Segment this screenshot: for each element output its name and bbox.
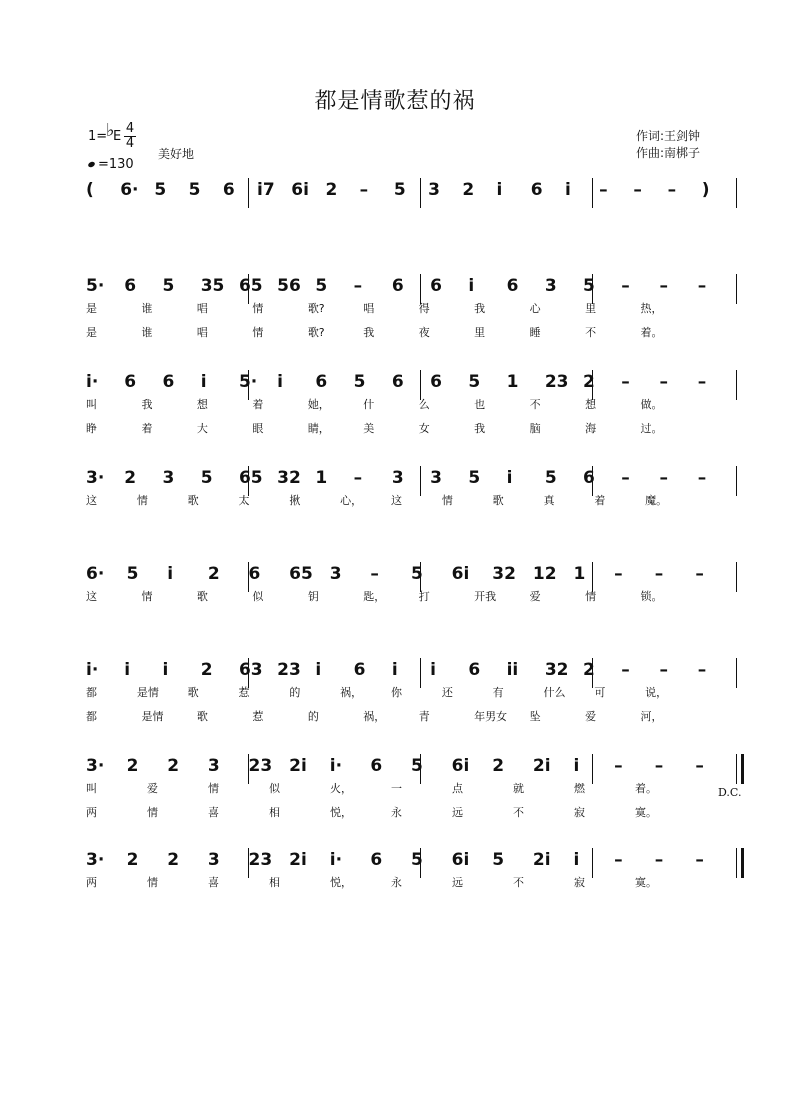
note-token: 3: [430, 468, 442, 488]
lyric-syllable: 永: [391, 806, 402, 819]
note-token: 32: [492, 564, 516, 584]
note-token: 5: [492, 850, 505, 870]
lyric-syllable: 一: [391, 782, 402, 795]
note-token: 3: [428, 180, 440, 200]
lyric-syllable: 睁: [86, 422, 97, 435]
score-row: [0, 372, 790, 452]
lyric-syllable: 情: [252, 326, 264, 339]
note-token: 6i: [291, 180, 309, 200]
lyric-syllable: 都: [86, 686, 97, 699]
note-token: 3: [544, 276, 557, 296]
lyric-syllable: 里: [474, 326, 486, 339]
lyric-syllable: 锁。: [640, 590, 663, 603]
note-token: i: [167, 564, 174, 584]
lyric-syllable: 似: [252, 590, 264, 603]
note-token: i: [124, 660, 131, 680]
lyric-syllable: 是情: [136, 686, 159, 699]
lyric-syllable: 夜: [418, 326, 430, 339]
lyric-syllable: 她，: [307, 398, 330, 411]
note-token: 5: [353, 372, 366, 392]
lyric-syllable: 歌: [187, 494, 199, 507]
note-token: 6: [391, 372, 404, 392]
note-token: 2: [583, 372, 595, 392]
lyric-syllable: 唱: [363, 302, 375, 315]
note-token: i: [430, 660, 436, 680]
lyric-syllable: 说，: [645, 686, 668, 699]
note-token: i: [506, 468, 513, 488]
lyric-syllable: 唱: [196, 302, 208, 315]
note-token: 6·: [86, 564, 105, 584]
lyric-syllable: 女: [418, 422, 430, 435]
lyric-syllable: 悦，: [330, 806, 352, 819]
lyric-syllable: 歌?: [307, 326, 325, 339]
lyric-syllable: 情: [141, 590, 153, 603]
note-token: 6·: [120, 180, 139, 200]
lyric-syllable: 远: [452, 806, 463, 819]
time-signature: [124, 122, 136, 151]
note-token: 5: [126, 564, 139, 584]
lyric-syllable: 燃: [574, 782, 585, 795]
note-token: –: [695, 850, 704, 870]
note-token: 5: [188, 180, 201, 200]
note-token: i·: [329, 756, 343, 776]
lyric-syllable: 歌?: [307, 302, 325, 315]
lyric-syllable: 睛，: [307, 422, 330, 435]
bar-line: [420, 466, 421, 496]
note-token: ): [701, 180, 710, 200]
composer: 作曲:南梆子: [636, 146, 701, 160]
lyric-syllable: 什么: [543, 686, 566, 699]
note-token: 5: [200, 468, 213, 488]
score-row: [0, 756, 790, 836]
lyric-syllable: 打: [418, 590, 430, 603]
lyric-syllable: 做。: [640, 398, 663, 411]
note-token: 5: [393, 180, 406, 200]
lyric-syllable: 太: [238, 494, 250, 507]
lyric-syllable: 可: [594, 686, 606, 699]
note-token: –: [353, 468, 363, 488]
lyric-syllable: 真: [543, 494, 555, 507]
note-token: 2i: [289, 850, 307, 870]
lyric-syllable: 悦，: [330, 876, 352, 889]
note-token: 6i: [451, 564, 470, 584]
lyric-syllable: 爱: [529, 590, 541, 603]
note-token: 2: [126, 756, 139, 776]
note-token: 23: [277, 660, 301, 680]
bar-line: [736, 178, 737, 208]
note-token: 2: [124, 468, 137, 488]
note-token: –: [353, 276, 363, 296]
note-token: –: [695, 756, 704, 776]
note-token: –: [659, 372, 669, 392]
lyric-syllable: 热，: [640, 302, 663, 315]
lyric-syllable: 开我: [474, 590, 497, 603]
lyric-syllable: 不: [513, 876, 524, 889]
lyric-syllable: 两: [86, 806, 97, 819]
lyric-syllable: 揪: [289, 494, 301, 507]
note-token: –: [697, 468, 707, 488]
lyric-syllable: 唱: [196, 326, 208, 339]
lyric-syllable: 惹: [252, 710, 264, 723]
note-token: 2: [167, 756, 180, 776]
note-token: –: [621, 372, 630, 392]
lyric-syllable: 心，: [340, 494, 363, 507]
note-token: 6: [391, 276, 404, 296]
lyricist: 作词:王剑钟: [636, 129, 701, 143]
tempo-value: =130: [98, 157, 134, 172]
note-token: 3·: [86, 468, 105, 488]
note-token: 5: [468, 372, 481, 392]
note-token: (: [86, 180, 94, 200]
lyric-syllable: 不: [513, 806, 524, 819]
note-token: 5: [315, 276, 328, 296]
lyric-syllable: 祸，: [363, 710, 386, 723]
lyric-syllable: 相: [269, 806, 280, 819]
note-token: i: [573, 756, 580, 776]
note-token: –: [697, 372, 707, 392]
lyric-syllable: 是情: [141, 710, 164, 723]
note-token: i: [277, 372, 283, 392]
lyric-syllable: 得: [418, 302, 430, 315]
note-token: 6i: [451, 850, 470, 870]
note-token: 65: [238, 468, 263, 488]
note-token: 5: [154, 180, 167, 200]
lyric-syllable: 情: [252, 302, 264, 315]
note-token: 23: [248, 850, 273, 870]
lyric-syllable: 着。: [640, 326, 663, 339]
bar-line: [736, 466, 737, 496]
lyric-syllable: 眼: [252, 422, 264, 435]
bar-line: [736, 754, 737, 784]
note-token: 65: [289, 564, 313, 584]
note-token: 3·: [86, 850, 105, 870]
note-token: 2i: [532, 756, 551, 776]
note-token: i·: [86, 372, 99, 392]
lyric-syllable: 是: [86, 326, 97, 339]
lyric-syllable: 叫: [86, 782, 97, 795]
bar-line: [736, 274, 737, 304]
note-token: –: [697, 660, 707, 680]
lyric-syllable: 歌: [492, 494, 504, 507]
lyric-syllable: 歌: [187, 686, 199, 699]
lyric-syllable: 过。: [640, 422, 663, 435]
lyric-syllable: 有: [492, 686, 504, 699]
bar-line: [420, 178, 421, 208]
bar-line: [736, 370, 737, 400]
lyric-syllable: 寞。: [635, 806, 657, 819]
note-token: i·: [329, 850, 343, 870]
note-token: 2: [207, 564, 220, 584]
key-prefix: 1=: [88, 129, 108, 144]
time-unit: 4: [125, 136, 135, 151]
lyric-syllable: 着: [594, 494, 606, 507]
note-token: –: [370, 564, 379, 584]
note-token: i: [496, 180, 503, 200]
lyric-syllable: 钥: [307, 590, 319, 603]
lyric-syllable: 我: [474, 422, 486, 435]
note-token: –: [633, 180, 642, 200]
note-token: 5: [468, 468, 481, 488]
note-token: 63: [238, 660, 263, 680]
note-token: 2: [583, 660, 595, 680]
lyric-syllable: 我: [363, 326, 375, 339]
lyric-syllable: 惹: [238, 686, 250, 699]
lyric-syllable: 还: [441, 686, 453, 699]
lyric-syllable: 想: [196, 398, 208, 411]
lyric-syllable: 里: [585, 302, 597, 315]
note-token: 5: [162, 276, 175, 296]
lyric-syllable: 海: [585, 422, 597, 435]
note-token: 3: [162, 468, 175, 488]
lyric-syllable: 河，: [640, 710, 663, 723]
note-token: 6: [430, 372, 442, 392]
note-token: 1: [506, 372, 519, 392]
note-token: 6: [162, 372, 175, 392]
note-token: 35: [200, 276, 225, 296]
note-token: 2: [167, 850, 180, 870]
lyric-syllable: 歌: [196, 590, 208, 603]
note-token: 6: [370, 756, 383, 776]
lyric-syllable: 美: [363, 422, 375, 435]
note-token: 2: [492, 756, 505, 776]
note-token: –: [599, 180, 608, 200]
note-token: 1: [573, 564, 586, 584]
lyric-syllable: 着: [141, 422, 153, 435]
lyric-syllable: 什: [363, 398, 375, 411]
note-token: 6: [315, 372, 328, 392]
note-token: –: [614, 850, 623, 870]
note-token: 6: [530, 180, 543, 200]
lyric-syllable: 这: [86, 494, 97, 507]
lyric-syllable: 这: [86, 590, 97, 603]
lyric-syllable: 你: [391, 686, 402, 699]
lyric-syllable: 喜: [208, 876, 219, 889]
note-token: 6: [248, 564, 261, 584]
lyric-syllable: 脑: [529, 422, 541, 435]
quarter-note-icon: [87, 161, 95, 168]
note-token: 6i: [451, 756, 470, 776]
lyric-syllable: 我: [141, 398, 153, 411]
lyric-syllable: 心: [529, 302, 541, 315]
lyric-syllable: 情: [136, 494, 148, 507]
lyric-syllable: 着: [252, 398, 264, 411]
lyric-syllable: 情: [585, 590, 597, 603]
bar-line: [420, 658, 421, 688]
lyric-syllable: 情: [441, 494, 453, 507]
lyric-syllable: 寂: [574, 806, 585, 819]
lyric-syllable: 也: [474, 398, 486, 411]
lyric-syllable: 歌: [196, 710, 208, 723]
note-token: 32: [544, 660, 569, 680]
lyric-syllable: 点: [452, 782, 463, 795]
lyric-syllable: 永: [391, 876, 402, 889]
lyric-syllable: 匙，: [363, 590, 386, 603]
flat-icon: ♭: [106, 120, 115, 141]
lyric-syllable: 火，: [330, 782, 352, 795]
note-token: 65: [238, 276, 263, 296]
lyric-syllable: 都: [86, 710, 97, 723]
note-token: –: [695, 564, 704, 584]
note-token: –: [667, 180, 677, 200]
score-row: [0, 564, 790, 644]
lyric-syllable: 不: [529, 398, 541, 411]
tempo-marking: [88, 157, 134, 172]
bar-line: [592, 178, 593, 208]
key-note: E: [113, 129, 122, 144]
note-token: 23: [248, 756, 273, 776]
note-token: 5: [411, 850, 423, 870]
note-token: –: [621, 660, 630, 680]
score-row: [0, 180, 790, 260]
note-token: 3·: [86, 756, 105, 776]
note-token: 12: [532, 564, 557, 584]
note-token: 3: [391, 468, 404, 488]
note-token: –: [621, 468, 630, 488]
bar-line: [248, 178, 249, 208]
bar-line: [736, 562, 737, 592]
lyric-syllable: 喜: [208, 806, 219, 819]
note-token: 5·: [86, 276, 105, 296]
note-token: i: [391, 660, 398, 680]
lyric-syllable: 爱: [585, 710, 597, 723]
note-token: –: [654, 850, 664, 870]
lyric-syllable: 是: [86, 302, 97, 315]
bar-line: [736, 658, 737, 688]
note-token: i: [162, 660, 169, 680]
lyric-syllable: 谁: [141, 326, 153, 339]
note-token: 5: [583, 276, 595, 296]
score-row: [0, 850, 790, 930]
note-token: 2: [325, 180, 338, 200]
note-token: 6: [468, 660, 481, 680]
lyric-syllable: 坠: [529, 710, 541, 723]
lyric-syllable: 么: [418, 398, 430, 411]
credits: [636, 128, 700, 162]
note-token: –: [621, 276, 630, 296]
note-token: –: [614, 564, 623, 584]
lyric-syllable: 叫: [86, 398, 97, 411]
score-row: [0, 468, 790, 548]
note-token: i: [315, 660, 322, 680]
note-token: 6: [124, 276, 137, 296]
note-token: 3: [207, 850, 220, 870]
expression-marking: 美好地: [158, 147, 195, 161]
lyric-syllable: 寂: [574, 876, 585, 889]
note-token: 3: [329, 564, 342, 584]
lyric-syllable: 青: [418, 710, 430, 723]
score-row: [0, 276, 790, 356]
lyric-syllable: 情: [147, 806, 158, 819]
note-token: 5: [411, 756, 423, 776]
lyric-syllable: 两: [86, 876, 97, 889]
note-token: 5·: [238, 372, 258, 392]
lyric-syllable: 的: [307, 710, 319, 723]
lyric-syllable: 祸，: [340, 686, 363, 699]
note-token: 3: [207, 756, 220, 776]
note-token: 2: [462, 180, 475, 200]
lyric-syllable: 我: [474, 302, 486, 315]
lyric-syllable: 的: [289, 686, 301, 699]
score-row: [0, 660, 790, 740]
note-token: 5: [411, 564, 423, 584]
note-token: ii: [506, 660, 519, 680]
lyric-syllable: 就: [513, 782, 524, 795]
note-token: i·: [86, 660, 99, 680]
lyric-syllable: 爱: [147, 782, 158, 795]
lyric-syllable: 年男女: [474, 710, 508, 723]
dc-marking: D.C.: [718, 786, 742, 799]
lyric-syllable: 大: [196, 422, 208, 435]
note-token: i: [468, 276, 475, 296]
note-token: 6: [506, 276, 519, 296]
note-token: 23: [544, 372, 569, 392]
note-token: 2i: [289, 756, 307, 776]
note-token: 1: [315, 468, 328, 488]
note-token: –: [659, 660, 669, 680]
note-token: i7: [257, 180, 275, 200]
lyric-syllable: 情: [147, 876, 158, 889]
lyric-syllable: 魔。: [645, 494, 668, 507]
lyric-syllable: 谁: [141, 302, 153, 315]
lyric-syllable: 似: [269, 782, 280, 795]
note-token: i: [564, 180, 571, 200]
lyric-syllable: 寞。: [635, 876, 657, 889]
note-token: 56: [277, 276, 301, 296]
lyric-syllable: 情: [208, 782, 219, 795]
lyric-syllable: 着。: [635, 782, 657, 795]
note-token: –: [654, 756, 664, 776]
bar-line: [736, 848, 737, 878]
note-token: –: [659, 276, 669, 296]
note-token: –: [654, 564, 664, 584]
time-beats: 4: [125, 121, 135, 136]
note-token: –: [659, 468, 669, 488]
note-token: 6: [222, 180, 235, 200]
bar-line: [592, 848, 593, 878]
note-token: 32: [277, 468, 301, 488]
note-token: 6: [124, 372, 137, 392]
note-token: –: [614, 756, 623, 776]
note-token: 5: [544, 468, 557, 488]
lyric-syllable: 不: [585, 326, 597, 339]
lyric-syllable: 远: [452, 876, 463, 889]
note-token: i: [200, 372, 207, 392]
note-token: 6: [583, 468, 595, 488]
note-token: 6: [370, 850, 383, 870]
lyric-syllable: 想: [585, 398, 597, 411]
page-title: 都是情歌惹的祸: [314, 89, 476, 114]
bar-line: [592, 754, 593, 784]
lyric-syllable: 这: [391, 494, 402, 507]
lyric-syllable: 睡: [529, 326, 541, 339]
note-token: 6: [353, 660, 366, 680]
note-token: 2: [200, 660, 213, 680]
note-token: –: [359, 180, 369, 200]
lyric-syllable: 相: [269, 876, 280, 889]
note-token: –: [697, 276, 707, 296]
note-token: i: [573, 850, 580, 870]
note-token: 2i: [532, 850, 551, 870]
note-token: 2: [126, 850, 139, 870]
note-token: 6: [430, 276, 442, 296]
